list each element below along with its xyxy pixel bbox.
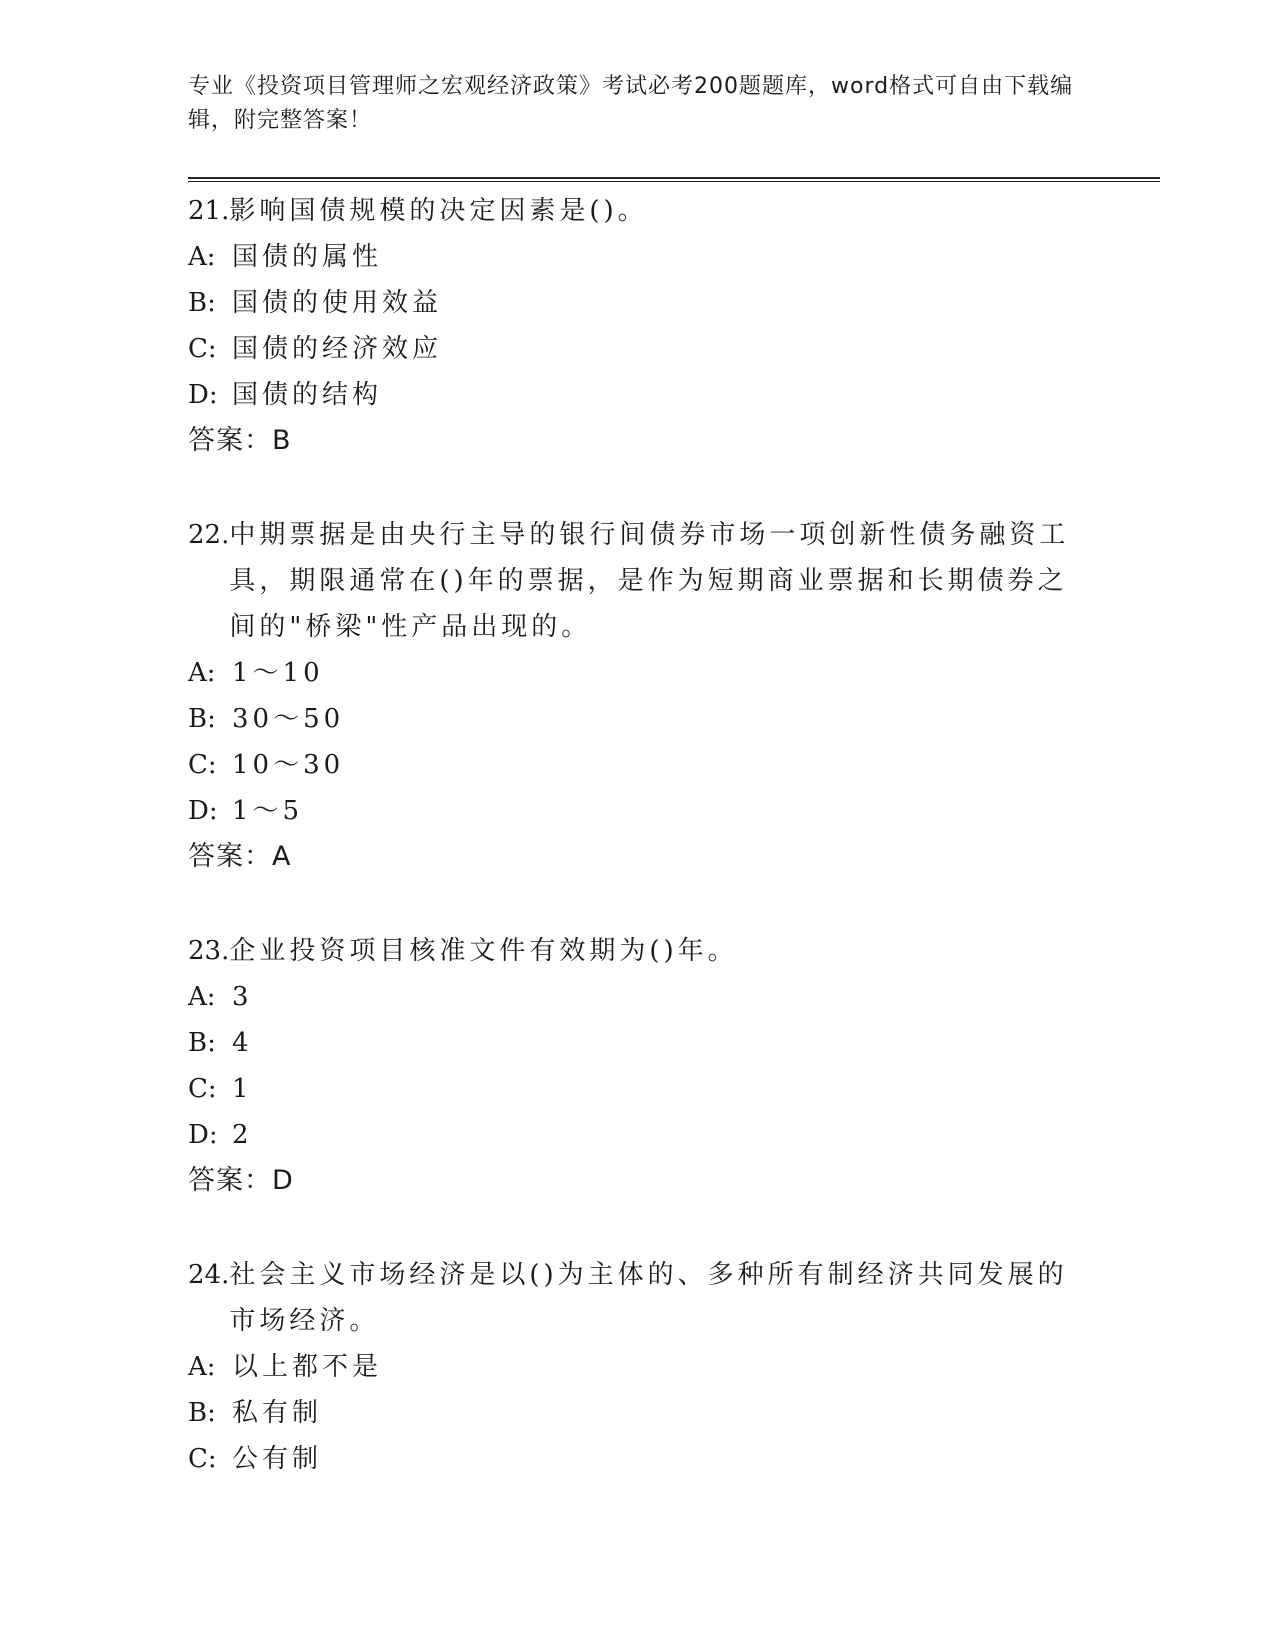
question-24 — [188, 1252, 1088, 1482]
option-letter: B: — [188, 704, 216, 734]
option-text: 1～5 — [232, 796, 304, 826]
option-c — [188, 742, 1088, 788]
option-c — [188, 1436, 1088, 1482]
answer-line: 答案：D — [188, 1165, 294, 1196]
option-text: 10～30 — [232, 750, 345, 780]
option-letter: C: — [188, 1444, 217, 1474]
question-stem — [188, 512, 1088, 650]
option-letter: D: — [188, 1120, 218, 1150]
question-stem — [188, 188, 1088, 234]
option-text: 2 — [232, 1120, 253, 1150]
question-list — [188, 188, 1088, 1530]
question-22 — [188, 512, 1088, 880]
option-letter: B: — [188, 288, 216, 318]
option-letter: C: — [188, 1074, 217, 1104]
option-letter: A: — [188, 658, 216, 688]
document-header — [188, 70, 1088, 138]
option-text: 国债的结构 — [232, 380, 383, 410]
question-stem — [188, 1252, 1088, 1344]
question-23 — [188, 928, 1088, 1204]
option-b — [188, 280, 1088, 326]
question-text: 企业投资项目核准文件有效期为()年。 — [229, 936, 738, 966]
option-a — [188, 974, 1088, 1020]
option-letter: A: — [188, 242, 216, 272]
header-divider-thick — [188, 177, 1160, 179]
question-text: 中期票据是由央行主导的银行间债券市场一项创新性债务融资工具，期限通常在()年的票据，是作为短期商业票据和长期债券之间的"桥梁"性产品出现的。 — [229, 520, 1070, 642]
question-number: 21. — [188, 196, 230, 226]
question-text: 社会主义市场经济是以()为主体的、多种所有制经济共同发展的市场经济。 — [229, 1260, 1068, 1336]
option-text: 国债的属性 — [232, 242, 383, 272]
option-text: 30～50 — [232, 704, 345, 734]
option-letter: C: — [188, 750, 217, 780]
option-text: 国债的经济效应 — [232, 334, 443, 364]
option-text: 公有制 — [232, 1444, 323, 1474]
option-letter: D: — [188, 796, 218, 826]
option-letter: B: — [188, 1028, 216, 1058]
option-text: 国债的使用效益 — [232, 288, 443, 318]
option-a — [188, 650, 1088, 696]
option-a — [188, 234, 1088, 280]
option-b — [188, 1390, 1088, 1436]
option-d — [188, 372, 1088, 418]
question-number: 24. — [188, 1260, 230, 1290]
option-letter: A: — [188, 1352, 216, 1382]
option-b — [188, 1020, 1088, 1066]
option-letter: D: — [188, 380, 218, 410]
option-text: 以上都不是 — [232, 1352, 383, 1382]
header-divider-thin — [188, 181, 1160, 182]
option-text: 1～10 — [232, 658, 324, 688]
question-stem — [188, 928, 1088, 974]
option-d — [188, 1112, 1088, 1158]
option-a — [188, 1344, 1088, 1390]
option-text: 3 — [232, 982, 253, 1012]
option-letter: A: — [188, 982, 216, 1012]
option-text: 1 — [232, 1074, 253, 1104]
option-b — [188, 696, 1088, 742]
answer-line: 答案：A — [188, 841, 292, 872]
option-text: 4 — [232, 1028, 253, 1058]
answer-line: 答案：B — [188, 425, 292, 456]
question-number: 23. — [188, 936, 230, 966]
question-21 — [188, 188, 1088, 464]
option-letter: C: — [188, 334, 217, 364]
option-text: 私有制 — [232, 1398, 323, 1428]
question-text: 影响国债规模的决定因素是()。 — [229, 196, 648, 226]
question-number: 22. — [188, 520, 230, 550]
option-letter: B: — [188, 1398, 216, 1428]
header-intro-text: 专业《投资项目管理师之宏观经济政策》考试必考200题题库，word格式可自由下载编辑，附完整答案！ — [188, 74, 1074, 133]
option-d — [188, 788, 1088, 834]
option-c — [188, 326, 1088, 372]
option-c — [188, 1066, 1088, 1112]
